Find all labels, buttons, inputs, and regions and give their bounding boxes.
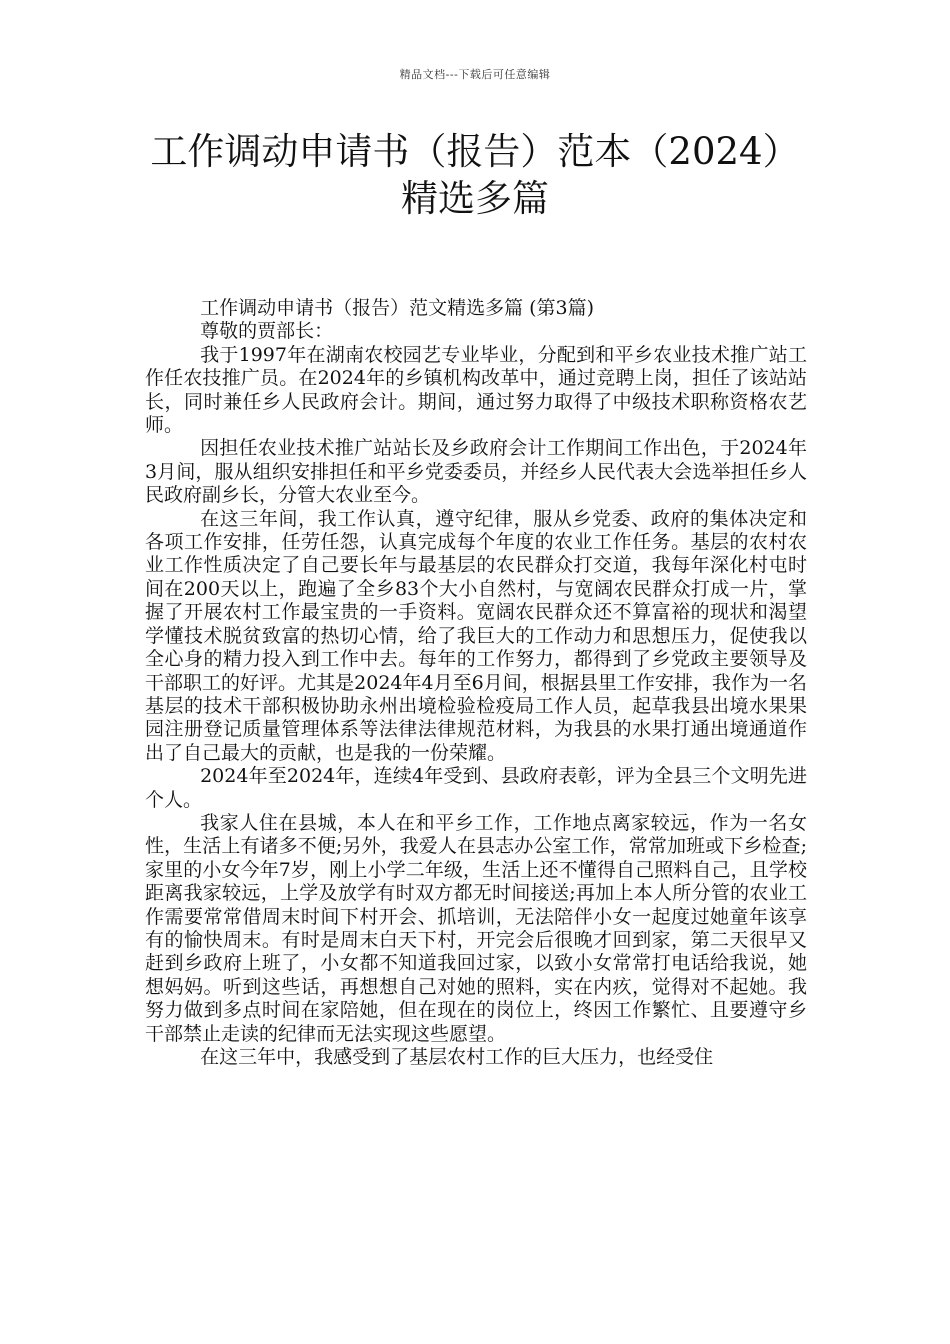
paragraph: 在这三年中，我感受到了基层农村工作的巨大压力，也经受住 [200, 1046, 714, 1068]
paragraph: 2024年至2024年，连续4年受到、县政府表彰，评为全县三个文明先进个人。 [145, 765, 807, 811]
paragraph: 我家人住在县城，本人在和平乡工作，工作地点离家较远，作为一名女性，生活上有诸多不便;另外，我爱人在县志办公室工作，常常加班或下乡检查;家里的小女今年7岁，刚上小学二年级，生活上还不懂得自己照料自己，且学校距离我家较远，上学及放学有时双方都无时间接送;再加上本人所分管的农业工作需要常常借周末时间下村开会、抓培训，无法陪伴小女一起度过她童年该享有的愉快周末。有时是周末白天下村，开完会后很晚才回到家，第二天很早又赶到乡政府上班了，小女都不知道我回过家，以致小女常常打电话给我说，她想妈妈。听到这些话，再想想自己对她的照料，实在内疚，觉得对不起她。我努力做到多点时间在家陪她，但在现在的岗位上，终因工作繁忙、且要遵守乡干部禁止走读的纪律而无法实现这些愿望。 [145, 811, 807, 1045]
salutation: 尊敬的贾部长： [200, 320, 334, 343]
paragraph: 因担任农业技术推广站站长及乡政府会计工作期间工作出色，于2024年3月间，服从组织安排担任和平乡党委委员，并经乡人民代表大会选举担任乡人民政府副乡长，分管大农业至今。 [145, 437, 807, 507]
paragraph: 我于1997年在湖南农校园艺专业毕业，分配到和平乡农业技术推广站工作任农技推广员。在2024年的乡镇机构改革中，通过竞聘上岗，担任了该站站长，同时兼任乡人民政府会计。期间，通过努力取得了中级技术职称资格农艺师。 [145, 343, 807, 437]
header-note: 精品文档---下载后可任意编辑 [399, 68, 551, 81]
document-subtitle: 工作调动申请书（报告）范文精选多篇 (第3篇) [200, 297, 595, 319]
document-body [145, 297, 807, 1069]
document-title: 工作调动申请书（报告）范本（2024）精选多篇 [150, 130, 800, 220]
paragraph: 在这三年间，我工作认真，遵守纪律，服从乡党委、政府的集体决定和各项工作安排，任劳任怨，认真完成每个年度的农业工作任务。基层的农村农业工作性质决定了自己要长年与最基层的农民群众打交道，我每年深化村屯时间在200天以上，跑遍了全乡83个大小自然村，与宽阔农民群众打成一片，掌握了开展农村工作最宝贵的一手资料。宽阔农民群众还不算富裕的现状和渴望学懂技术脱贫致富的热切心情，给了我巨大的工作动力和思想压力，促使我以全心身的精力投入到工作中去。每年的工作努力，都得到了乡党政主要领导及干部职工的好评。尤其是2024年4月至6月间，根据县里工作安排，我作为一名基层的技术干部积极协助永州出境检验检疫局工作人员，起草我县出境水果果园注册登记质量管理体系等法律法律规范材料，为我县的水果打通出境通道作出了自己最大的贡献，也是我的一份荣耀。 [145, 507, 807, 764]
